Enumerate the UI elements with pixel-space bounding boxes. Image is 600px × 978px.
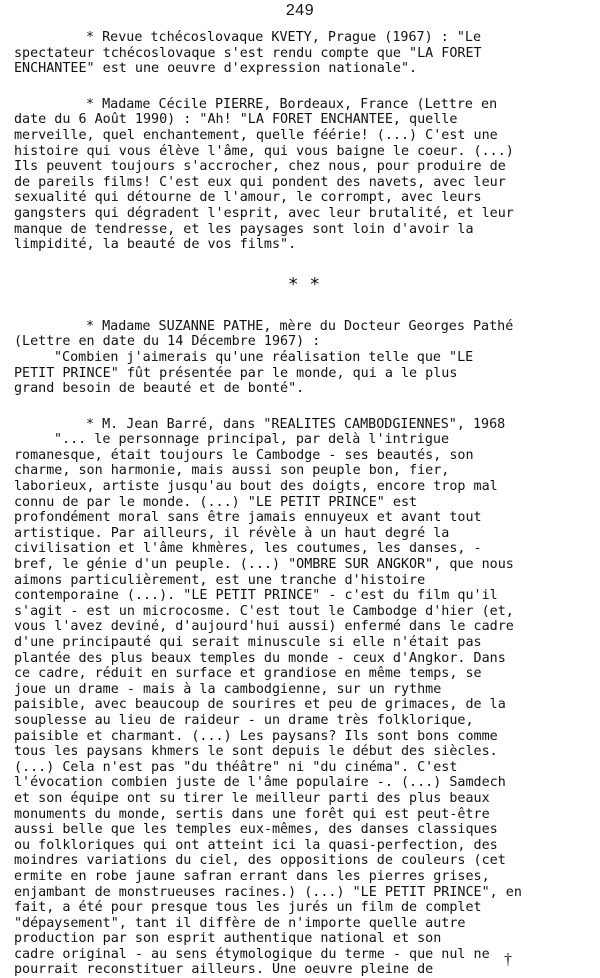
entry-cecile-pierre <box>14 97 594 253</box>
text-line: vous l'avez deviné, d'aujourd'hui aussi) enfermé dans le cadre <box>14 619 514 635</box>
text-line: spectateur tchécoslovaque s'est rendu compte que "LA FORET <box>14 45 482 61</box>
text-line: monuments du monde, sertis dans une forêt qui est peut-être <box>14 806 490 822</box>
text-line: ermite en robe jaune safran errant dans les pierres grises, <box>14 868 490 884</box>
text-line: histoire qui vous élève l'âme, qui vous baigne le coeur. (...) <box>14 143 514 159</box>
text-line: plantée des plus beaux temples du monde - ceux d'Angkor. Dans <box>14 650 506 666</box>
text-line: ce cadre, réduit en surface et grandiose en même temps, se <box>14 666 482 682</box>
text-line: de pareils films! C'est eux qui pondent des navets, avec leur <box>14 174 506 190</box>
text-line: aussi belle que les temples eux-mêmes, des danses classiques <box>14 822 498 838</box>
text-line: production par son esprit authentique national et son <box>14 931 442 947</box>
entry-suzanne-pathe <box>14 319 594 397</box>
text-line: limpidité, la beauté de vos films". <box>14 237 297 253</box>
section-separator: * * <box>287 273 321 295</box>
text-line: artistique. Par ailleurs, il révèle à un haut degré la <box>14 525 450 541</box>
text-line: * Madame Cécile PIERRE, Bordeaux, France (Lettre en <box>86 96 498 112</box>
text-line: moindres variations du ciel, des oppositions de couleurs (cet <box>14 853 506 869</box>
text-line: "dépaysement", tant il diffère de n'importe quelle autre <box>14 915 466 931</box>
text-line: Ils peuvent toujours s'accrocher, chez nous, pour produire de <box>14 159 506 175</box>
handwritten-mark: † <box>504 951 512 968</box>
text-line: ENCHANTEE" est une oeuvre d'expression nationale". <box>14 61 418 77</box>
text-line: et son équipe ont su tirer le meilleur parti des plus beaux <box>14 790 490 806</box>
text-line: enjambant de monstrueuses racines.) (...) "LE PETIT PRINCE", en <box>14 884 522 900</box>
text-line: pourrait reconstituer ailleurs. Une oeuvre pleine de <box>14 962 434 978</box>
text-line: (...) Cela n'est pas "du théâtre" ni "du cinéma". C'est <box>14 759 458 775</box>
text-line: aimons particulièrement, est une tranche d'histoire <box>14 572 426 588</box>
text-line: profondément moral sans être jamais ennuyeux et avant tout <box>14 510 482 526</box>
text-line: romanesque, était toujours le Cambodge - ses beautés, son <box>14 447 474 463</box>
text-line: laborieux, artiste jusqu'au bout des doigts, encore trop mal <box>14 479 498 495</box>
text-line: cadre original - au sens étymologique du terme - que nul ne <box>14 946 490 962</box>
document-body <box>14 30 594 978</box>
text-line: paisible et charmant. (...) Les paysans? Ils sont bons comme <box>14 728 498 744</box>
entry-kvety <box>14 30 594 77</box>
text-line: gangsters qui dégradent l'esprit, avec leur brutalité, et leur <box>14 205 514 221</box>
text-line: * M. Jean Barré, dans "REALITES CAMBODGIENNES", 1968 <box>86 416 506 432</box>
text-line: (Lettre en date du 14 Décembre 1967) : <box>14 334 321 350</box>
text-line: tous les paysans khmers le sont depuis le début des siècles. <box>14 744 498 760</box>
text-line: civilisation et l'âme khmères, les coutumes, les danses, - <box>14 541 482 557</box>
text-line: grand besoin de beauté et de bonté". <box>14 381 305 397</box>
text-line: fait, a été pour presque tous les jurés un film de complet <box>14 900 482 916</box>
text-line: date du 6 Août 1990) : "Ah! "LA FORET ENCHANTEE, quelle <box>14 112 458 128</box>
text-line: souplesse au lieu de raideur - un drame très folklorique, <box>14 712 474 728</box>
text-line: merveille, quel enchantement, quelle féérie! (...) C'est une <box>14 127 498 143</box>
text-line: "Combien j'aimerais qu'une réalisation telle que "LE <box>54 349 474 365</box>
text-line: ou folkloriques qui ont atteint ici la quasi-perfection, des <box>14 837 498 853</box>
text-line: * Revue tchécoslovaque KVETY, Prague (1967) : "Le <box>86 30 482 45</box>
text-line: PETIT PRINCE" fût présentée par le monde, qui a le plus <box>14 365 458 381</box>
text-line: contemporaine (...). "LE PETIT PRINCE" - c'est du film qu'il <box>14 588 498 604</box>
text-line: manque de tendresse, et les paysages sont loin d'avoir la <box>14 221 474 237</box>
text-line: joue un drame - mais à la cambodgienne, sur un rythme <box>14 681 442 697</box>
text-line: "... le personnage principal, par delà l'intrigue <box>54 432 450 448</box>
text-line: l'évocation combien juste de l'âme populaire -. (...) Samdech <box>14 775 506 791</box>
text-line: charme, son harmonie, mais aussi son peuple bon, fier, <box>14 463 450 479</box>
text-line: sexualité qui détourne de l'amour, le corrompt, avec leurs <box>14 190 482 206</box>
text-line: * Madame SUZANNE PATHE, mère du Docteur Georges Pathé <box>86 318 514 334</box>
text-line: d'une principauté qui serait minuscule si elle n'était pas <box>14 635 482 650</box>
entry-jean-barre <box>14 417 594 978</box>
page-number: 249 <box>285 2 315 19</box>
text-line: paisible, avec beaucoup de sourires et peu de grimaces, de la <box>14 697 506 713</box>
text-line: bref, le génie d'un peuple. (...) "OMBRE SUR ANGKOR", que nous <box>14 557 514 573</box>
text-line: s'agit - est un microcosme. C'est tout le Cambodge d'hier (et, <box>14 603 514 619</box>
text-line: connu de par le monde. (...) "LE PETIT PRINCE" est <box>14 494 418 510</box>
